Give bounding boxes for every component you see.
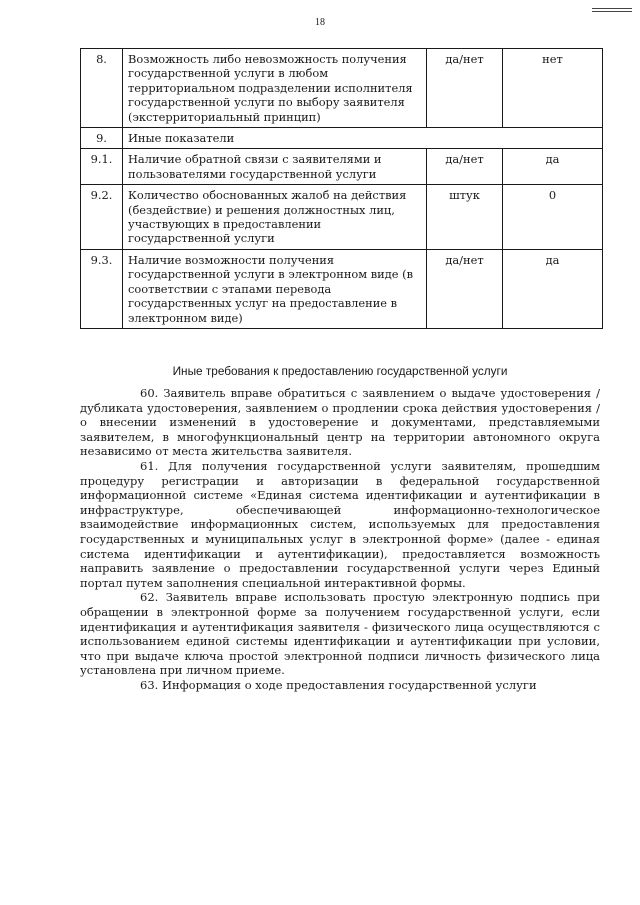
page-number: 18 [315, 17, 325, 28]
table-row [81, 49, 603, 128]
indicator-name: Наличие обратной связи с заявителями и пользователями государственной услуги [123, 149, 427, 185]
indicator-name: Возможность либо невозможность получения государственной услуги в любом территориальном подразделении исполнителя государственной услуги по выбору заявителя (экстерриториальный принцип) [123, 49, 427, 128]
indicator-name: Наличие возможности получения государственной услуги в электронном виде (в соответствии с этапами перевода государственных услуг на предоставление в электронном виде) [123, 249, 427, 328]
table-row [81, 185, 603, 250]
indicator-value: нет [503, 49, 603, 128]
paragraph-62: 62. Заявитель вправе использовать простую электронную подпись при обращении в электронной форме за получением государственной услуги, если идентификация и аутентификация заявителя - физического лица осуществляются с использованием единой системы идентификации и аутентификации при условии, что при выдаче ключа простой электронной подписи личность физического лица установлена при личном приеме. [80, 590, 600, 678]
row-number: 9.2. [81, 185, 123, 250]
quality-indicators-table [80, 48, 603, 329]
paragraph-60: 60. Заявитель вправе обратиться с заявлением о выдаче удостоверения / дубликата удостоверения, заявлением о продлении срока действия удостоверения / о внесении изменений в удостоверение и документами, представляемыми заявителем, в многофункциональный центр на территории автономного округа независимо от места жительства заявителя. [80, 386, 600, 459]
indicator-value: да [503, 149, 603, 185]
paragraph-63: 63. Информация о ходе предоставления государственной услуги [140, 677, 537, 692]
indicator-name: Количество обоснованных жалоб на действия (бездействие) и решения должностных лиц, участвующих в предоставлении государственной услуги [123, 185, 427, 250]
row-number: 8. [81, 49, 123, 128]
unit-of-measure: да/нет [427, 49, 503, 128]
unit-of-measure: да/нет [427, 249, 503, 328]
body-text [80, 386, 600, 692]
indicator-value: 0 [503, 185, 603, 250]
table-row [81, 249, 603, 328]
section-heading: Иные требования к предоставлению государственной услуги [172, 364, 508, 378]
scan-corner-mark [592, 8, 632, 12]
row-number: 9.1. [81, 149, 123, 185]
row-number: 9. [81, 128, 123, 149]
indicator-group-title: Иные показатели [123, 128, 603, 149]
unit-of-measure: штук [427, 185, 503, 250]
table-row [81, 128, 603, 149]
table-row [81, 149, 603, 185]
indicator-value: да [503, 249, 603, 328]
paragraph-61: 61. Для получения государственной услуги заявителям, прошедшим процедуру регистрации и авторизации в федеральной государственной информационной системе «Единая система идентификации и аутентификации в инфраструктуре, обеспечивающей информационно-технологическое взаимодействие информационных систем, используемых для предоставления государственных и муниципальных услуг в электронной форме» (далее - единая система идентификации и аутентификации), предоставляется возможность направить заявление о предоставлении государственной услуги через Единый портал путем заполнения специальной интерактивной формы. [80, 458, 600, 590]
unit-of-measure: да/нет [427, 149, 503, 185]
row-number: 9.3. [81, 249, 123, 328]
